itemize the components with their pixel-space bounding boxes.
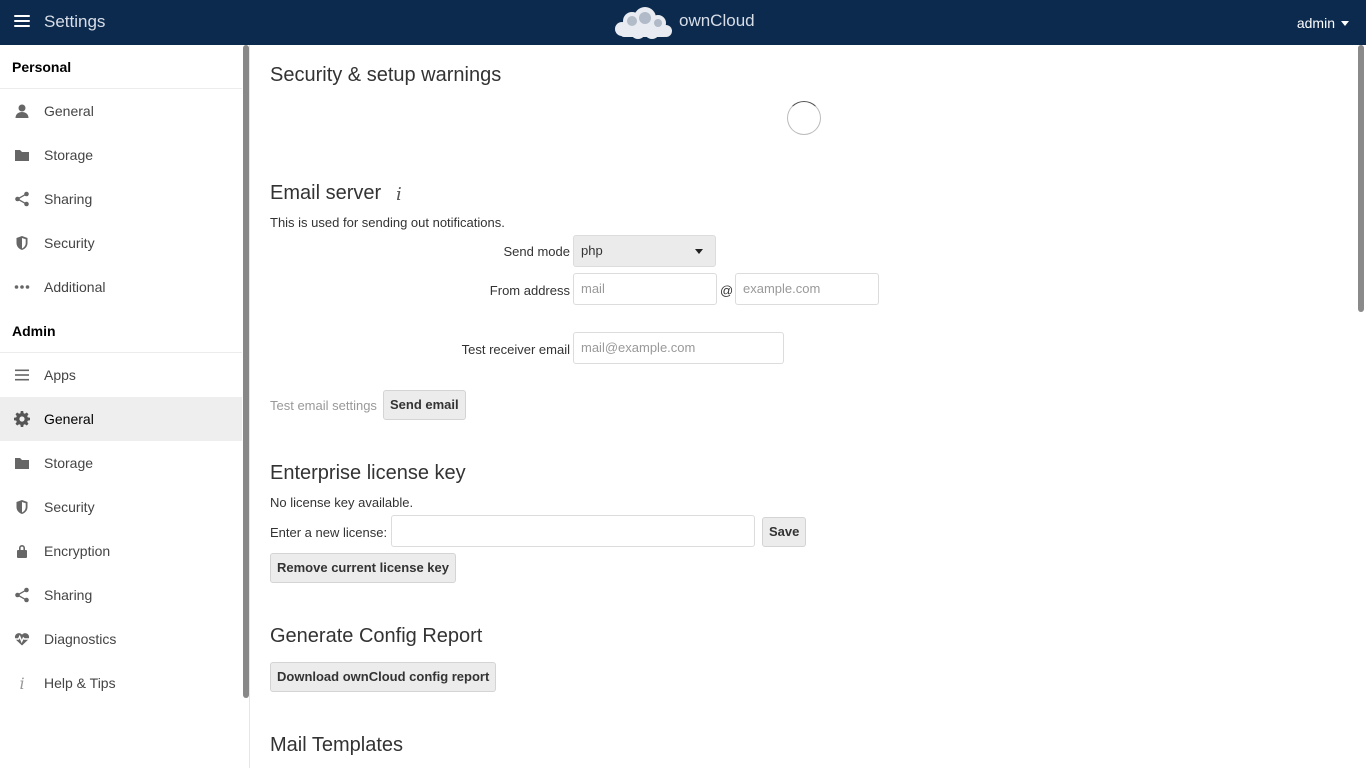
sidebar-item-label: Diagnostics	[44, 631, 117, 647]
sidebar-item-help[interactable]	[0, 661, 242, 705]
sidebar-scrollbar[interactable]	[242, 45, 250, 768]
personal-heading: Personal	[0, 45, 242, 89]
enterprise-license-heading: Enterprise license key	[270, 462, 466, 484]
send-mode-value: php	[581, 243, 603, 258]
admin-heading: Admin	[0, 309, 242, 353]
test-receiver-label: Test receiver email	[461, 342, 570, 357]
sidebar-item-label: Help & Tips	[44, 675, 116, 691]
settings-sidebar	[0, 45, 242, 768]
folder-icon	[14, 147, 30, 163]
main-scrollbar[interactable]	[1356, 45, 1366, 768]
sidebar-item-label: Encryption	[44, 543, 111, 559]
license-input[interactable]	[391, 515, 755, 547]
main-scrollbar-thumb[interactable]	[1358, 45, 1364, 312]
at-sign: @	[720, 283, 734, 298]
info-icon[interactable]: i	[396, 184, 402, 205]
owncloud-logo[interactable]	[612, 5, 674, 39]
sidebar-item-label: Sharing	[44, 587, 93, 603]
share-icon	[14, 191, 30, 207]
sidebar-item-encryption[interactable]	[0, 529, 242, 573]
sidebar-item-label: Apps	[44, 367, 76, 383]
sidebar-item-label: Security	[44, 235, 95, 251]
sidebar-item-personal-sharing[interactable]	[0, 177, 242, 221]
sidebar-scrollbar-thumb[interactable]	[243, 45, 249, 698]
sidebar-item-personal-additional[interactable]	[0, 265, 242, 309]
chevron-down-icon	[695, 249, 703, 254]
sidebar-item-admin-general[interactable]	[0, 397, 242, 441]
email-description: This is used for sending out notifications.	[270, 215, 505, 230]
mail-templates-heading: Mail Templates	[270, 734, 404, 756]
share-icon	[14, 587, 30, 603]
sidebar-item-admin-security[interactable]	[0, 485, 242, 529]
from-user-input[interactable]: mail	[573, 273, 717, 305]
more-icon	[14, 279, 30, 295]
license-status: No license key available.	[270, 495, 414, 510]
sidebar-item-apps[interactable]	[0, 353, 242, 397]
security-warnings-heading: Security & setup warnings	[270, 64, 502, 86]
user-menu[interactable]	[1297, 15, 1349, 31]
sidebar-item-label: General	[44, 103, 94, 119]
user-icon	[14, 103, 30, 119]
email-server-heading: Email server	[270, 182, 382, 204]
heartbeat-icon	[14, 631, 30, 647]
info-icon: i	[19, 673, 25, 693]
sidebar-item-label: General	[44, 411, 94, 427]
test-receiver-input[interactable]: mail@example.com	[573, 332, 784, 364]
sidebar-item-personal-storage[interactable]	[0, 133, 242, 177]
send-email-button[interactable]: Send email	[383, 390, 466, 420]
main-content	[250, 45, 1356, 768]
save-license-button[interactable]: Save	[762, 517, 806, 547]
from-domain-input[interactable]: example.com	[735, 273, 879, 305]
user-name: admin	[1296, 15, 1335, 31]
loading-spinner-icon	[787, 101, 821, 135]
new-license-label: Enter a new license:	[270, 525, 388, 540]
app-title[interactable]: Settings	[44, 12, 106, 31]
sidebar-item-label: Storage	[44, 147, 94, 163]
sidebar-item-diagnostics[interactable]	[0, 617, 242, 661]
top-header	[0, 0, 1366, 45]
gear-icon	[14, 411, 30, 427]
folder-icon	[14, 455, 30, 471]
shield-icon	[14, 499, 30, 515]
sidebar-item-personal-security[interactable]	[0, 221, 242, 265]
lock-icon	[14, 543, 30, 559]
download-config-report-button[interactable]: Download ownCloud config report	[270, 662, 496, 692]
send-mode-select[interactable]	[573, 235, 716, 267]
brand-name: ownCloud	[679, 11, 755, 30]
caret-down-icon	[1341, 21, 1349, 26]
shield-icon	[14, 235, 30, 251]
send-mode-label: Send mode	[503, 244, 570, 259]
config-report-heading: Generate Config Report	[270, 625, 483, 647]
sidebar-item-admin-sharing[interactable]	[0, 573, 242, 617]
sidebar-item-label: Storage	[44, 455, 94, 471]
sidebar-item-label: Security	[44, 499, 95, 515]
test-email-settings-label: Test email settings	[270, 398, 377, 413]
from-address-label: From address	[489, 283, 570, 298]
sidebar-item-label: Additional	[44, 279, 106, 295]
sidebar-item-personal-general[interactable]	[0, 89, 242, 133]
list-icon	[14, 367, 30, 383]
sidebar-item-admin-storage[interactable]	[0, 441, 242, 485]
hamburger-icon[interactable]	[14, 15, 30, 29]
remove-license-button[interactable]: Remove current license key	[270, 553, 456, 583]
sidebar-item-label: Sharing	[44, 191, 93, 207]
